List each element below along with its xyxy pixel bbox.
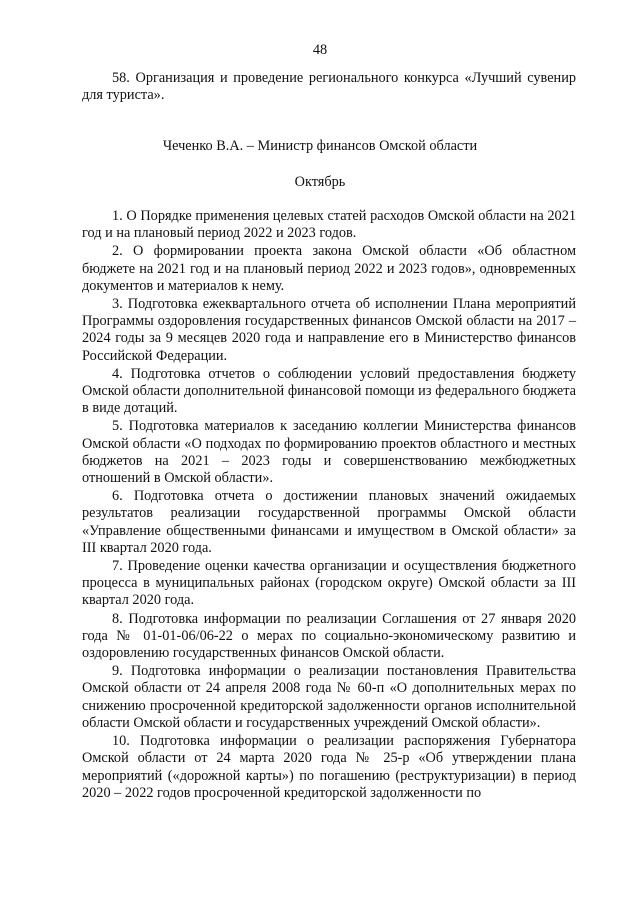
page-number: 48: [312, 42, 328, 58]
list-item: 1. О Порядке применения целевых статей расходов Омской области на 2021 год и на плановый период 2022 и 2023 годов.: [82, 208, 576, 242]
intro-item: 58. Организация и проведение регионального конкурса «Лучший сувенир для туриста».: [82, 70, 576, 104]
list-item: 4. Подготовка отчетов о соблюдении условий предоставления бюджету Омской области дополнительной финансовой помощи из федерального бюджета в виде дотаций.: [82, 365, 576, 417]
list-item: 5. Подготовка материалов к заседанию коллегии Министерства финансов Омской области «О подходах по формированию проектов областного и местных бюджетов на 2021 – 2023 годы и совершенствованию межбюджетных отношений в Омской области».: [82, 418, 576, 487]
intro-section: [82, 70, 576, 104]
list-item: 3. Подготовка ежеквартального отчета об исполнении Плана мероприятий Программы оздоровления государственных финансов Омской области на 2017 – 2024 годы за 9 месяцев 2020 года и направление его в Министерство финансов Российской Федерации.: [82, 296, 576, 364]
list-item: 8. Подготовка информации по реализации Соглашения от 27 января 2020 года № 01-01-06/06-22 о мерах по социально-экономическому развитию и оздоровлению государственных финансов Омской области.: [82, 610, 576, 662]
month-heading: Октябрь: [294, 174, 346, 190]
list-item: 7. Проведение оценки качества организации и осуществления бюджетного процесса в муниципальных районах (городском округе) Омской области за III квартал 2020 года.: [82, 558, 576, 609]
items-list: [82, 208, 576, 802]
list-item: 6. Подготовка отчета о достижении плановых значений ожидаемых результатов реализации государственной программы Омской области «Управление общественными финансами и имуществом в Омской области» за III квартал 2020 года.: [82, 488, 576, 556]
responsible-person: Чеченко В.А. – Министр финансов Омской области: [162, 138, 478, 154]
list-item: 10. Подготовка информации о реализации распоряжения Губернатора Омской области от 24 марта 2020 года № 25-р «Об утверждении плана мероприятий («дорожной карты») по погашению (реструктуризации) в период 2020 – 2022 годов просроченной кредиторской задолженности по: [82, 733, 576, 801]
list-item: 9. Подготовка информации о реализации постановления Правительства Омской области от 24 апреля 2008 года № 60-п «О дополнительных мерах по снижению просроченной кредиторской задолженности органов исполнительной области Омской области и государственных учреждений Омской области».: [82, 663, 576, 731]
list-item: 2. О формировании проекта закона Омской области «Об областном бюджете на 2021 год и на плановый период 2022 и 2023 годов», одновременных документов и материалов к нему.: [82, 243, 576, 294]
